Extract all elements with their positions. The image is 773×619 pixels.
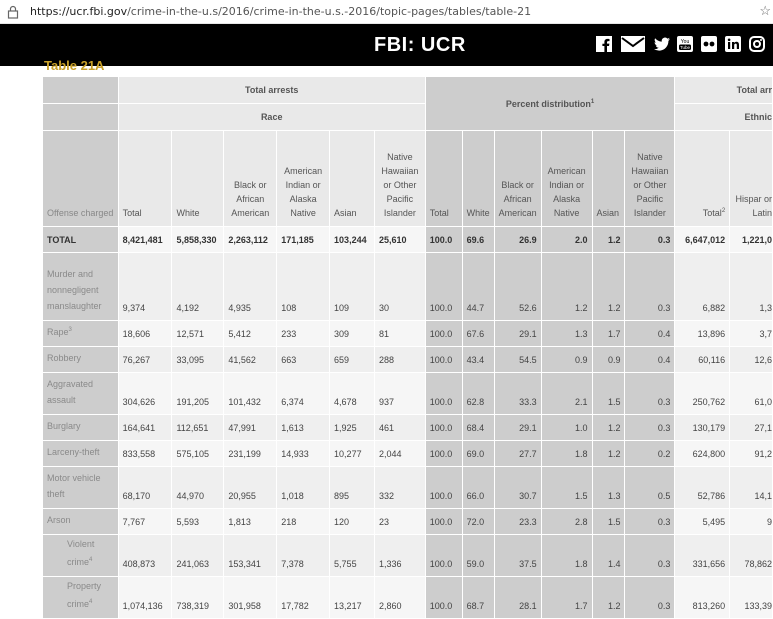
table-cell: 100.0 bbox=[425, 535, 462, 577]
table-cell: 12,6 bbox=[730, 347, 773, 373]
table-cell: 44.7 bbox=[462, 253, 494, 321]
table-cell: 59.0 bbox=[462, 535, 494, 577]
table-cell: 0.3 bbox=[625, 253, 675, 321]
table-cell: 133,39 bbox=[730, 577, 773, 619]
table-cell: 9,374 bbox=[118, 253, 172, 321]
row-label bbox=[43, 415, 119, 441]
table-cell: 0.9 bbox=[541, 347, 592, 373]
table-cell: 1,018 bbox=[277, 467, 330, 509]
table-cell: 3,7 bbox=[730, 321, 773, 347]
table-cell: 2.8 bbox=[541, 509, 592, 535]
bookmark-star-icon[interactable]: ☆ bbox=[759, 3, 771, 18]
table-cell: 0.3 bbox=[625, 373, 675, 415]
table-cell: 0.9 bbox=[592, 347, 625, 373]
table-cell: 1.3 bbox=[541, 321, 592, 347]
table-cell: 100.0 bbox=[425, 415, 462, 441]
table-cell: 218 bbox=[277, 509, 330, 535]
table-cell: 5,495 bbox=[675, 509, 730, 535]
table-row bbox=[43, 577, 773, 619]
table-cell: 663 bbox=[277, 347, 330, 373]
table-cell: 26.9 bbox=[494, 227, 541, 253]
col-pct-american-indian: American Indian or Alaska Native bbox=[541, 131, 592, 227]
svg-text:Tube: Tube bbox=[679, 44, 691, 50]
row-label bbox=[43, 253, 119, 321]
table-cell: 78,862 bbox=[730, 535, 773, 577]
table-cell: 18,606 bbox=[118, 321, 172, 347]
table-cell: 20,955 bbox=[224, 467, 277, 509]
table-cell: 120 bbox=[330, 509, 375, 535]
table-cell: 6,882 bbox=[675, 253, 730, 321]
table-cell: 164,641 bbox=[118, 415, 172, 441]
url-text[interactable] bbox=[30, 5, 531, 18]
table-cell: 1.5 bbox=[592, 373, 625, 415]
header-blank-cell bbox=[43, 77, 119, 104]
row-label-text: Rape bbox=[47, 327, 69, 337]
table-cell: 5,412 bbox=[224, 321, 277, 347]
col-white: White bbox=[172, 131, 224, 227]
table-cell: 112,651 bbox=[172, 415, 224, 441]
table-cell: 41,562 bbox=[224, 347, 277, 373]
table-cell: 10,277 bbox=[330, 441, 375, 467]
table-cell: 2.1 bbox=[541, 373, 592, 415]
table-row bbox=[43, 321, 773, 347]
table-cell: 13,217 bbox=[330, 577, 375, 619]
table-cell: 28.1 bbox=[494, 577, 541, 619]
row-label bbox=[43, 509, 119, 535]
table-cell: 100.0 bbox=[425, 467, 462, 509]
table-cell: 4,192 bbox=[172, 253, 224, 321]
header-row-3 bbox=[43, 131, 773, 227]
row-label bbox=[43, 321, 119, 347]
table-cell: 191,205 bbox=[172, 373, 224, 415]
col-total: Total bbox=[118, 131, 172, 227]
header-row-1 bbox=[43, 77, 773, 104]
table-cell: 1.2 bbox=[592, 253, 625, 321]
table-cell: 1.8 bbox=[541, 441, 592, 467]
table-cell: 250,762 bbox=[675, 373, 730, 415]
header-race: Race bbox=[118, 104, 425, 131]
row-footnote[interactable]: 4 bbox=[89, 557, 93, 563]
table-cell: 5,593 bbox=[172, 509, 224, 535]
table-cell: 0.2 bbox=[625, 441, 675, 467]
site-logo[interactable]: FBI: UCR bbox=[374, 34, 466, 56]
col-american-indian: American Indian or Alaska Native bbox=[277, 131, 330, 227]
row-label bbox=[43, 467, 119, 509]
row-label bbox=[43, 441, 119, 467]
table-cell: 52.6 bbox=[494, 253, 541, 321]
col-hispanic: Hispar or Latin bbox=[730, 131, 773, 227]
table-row bbox=[43, 373, 773, 415]
table-cell: 61,0 bbox=[730, 373, 773, 415]
table-cell: 1.5 bbox=[592, 509, 625, 535]
table-cell: 4,935 bbox=[224, 253, 277, 321]
table-cell: 1.7 bbox=[592, 321, 625, 347]
svg-text:You: You bbox=[680, 39, 690, 45]
table-cell: 301,958 bbox=[224, 577, 277, 619]
table-cell: 47,991 bbox=[224, 415, 277, 441]
table-cell: 68.4 bbox=[462, 415, 494, 441]
table-cell: 309 bbox=[330, 321, 375, 347]
table-cell: 100.0 bbox=[425, 509, 462, 535]
col-asian: Asian bbox=[330, 131, 375, 227]
row-label-text: Murder and nonnegligent manslaughter bbox=[47, 269, 102, 311]
table-cell: 14,1 bbox=[730, 467, 773, 509]
table-row bbox=[43, 253, 773, 321]
col-ethnicity-total-label: Total bbox=[702, 208, 722, 218]
row-label bbox=[43, 347, 119, 373]
table-cell: 33,095 bbox=[172, 347, 224, 373]
row-label-text: TOTAL bbox=[47, 234, 77, 245]
table-cell: 72.0 bbox=[462, 509, 494, 535]
table-cell: 5,858,330 bbox=[172, 227, 224, 253]
table-row-total bbox=[43, 227, 773, 253]
table-cell: 103,244 bbox=[330, 227, 375, 253]
table-cell: 2,044 bbox=[374, 441, 425, 467]
table-cell: 1,613 bbox=[277, 415, 330, 441]
table-cell: 738,319 bbox=[172, 577, 224, 619]
table-cell: 937 bbox=[374, 373, 425, 415]
table-cell: 288 bbox=[374, 347, 425, 373]
table-cell: 0.3 bbox=[625, 415, 675, 441]
table-row bbox=[43, 535, 773, 577]
table-cell: 66.0 bbox=[462, 467, 494, 509]
table-cell: 0.5 bbox=[625, 467, 675, 509]
table-cell: 332 bbox=[374, 467, 425, 509]
table-cell: 1.0 bbox=[541, 415, 592, 441]
col-ethnicity-total bbox=[675, 131, 730, 227]
table-row bbox=[43, 509, 773, 535]
table-cell: 1.8 bbox=[541, 535, 592, 577]
table-cell: 0.3 bbox=[625, 577, 675, 619]
table-cell: 100.0 bbox=[425, 373, 462, 415]
header-percent-distribution-label: Percent distribution bbox=[505, 98, 591, 109]
header-total-arrests-right: Total arr bbox=[675, 77, 773, 104]
table-cell: 461 bbox=[374, 415, 425, 441]
table-cell: 1.4 bbox=[592, 535, 625, 577]
row-label-text: Violent crime bbox=[67, 539, 95, 567]
table-cell: 2.0 bbox=[541, 227, 592, 253]
table-row bbox=[43, 467, 773, 509]
table-cell: 91,2 bbox=[730, 441, 773, 467]
table-cell: 109 bbox=[330, 253, 375, 321]
table-cell: 1,221,0 bbox=[730, 227, 773, 253]
table-cell: 1.2 bbox=[541, 253, 592, 321]
table-cell: 1.2 bbox=[592, 577, 625, 619]
table-cell: 14,933 bbox=[277, 441, 330, 467]
instagram-icon[interactable] bbox=[749, 36, 765, 54]
col-pct-white: White bbox=[462, 131, 494, 227]
twitter-icon[interactable] bbox=[654, 36, 670, 54]
table-cell: 304,626 bbox=[118, 373, 172, 415]
table-cell: 1,074,136 bbox=[118, 577, 172, 619]
table-cell: 408,873 bbox=[118, 535, 172, 577]
table-cell: 233 bbox=[277, 321, 330, 347]
table-row bbox=[43, 347, 773, 373]
table-cell: 23 bbox=[374, 509, 425, 535]
arrests-by-race-table bbox=[42, 76, 773, 619]
table-cell: 895 bbox=[330, 467, 375, 509]
row-label bbox=[43, 373, 119, 415]
table-cell: 1,3 bbox=[730, 253, 773, 321]
row-label-text: Robbery bbox=[47, 353, 82, 363]
col-pct-asian: Asian bbox=[592, 131, 625, 227]
table-cell: 29.1 bbox=[494, 415, 541, 441]
col-black: Black or African American bbox=[224, 131, 277, 227]
table-cell: 1.3 bbox=[592, 467, 625, 509]
table-cell: 8,421,481 bbox=[118, 227, 172, 253]
table-cell: 7,378 bbox=[277, 535, 330, 577]
table-cell: 7,767 bbox=[118, 509, 172, 535]
col-offense-charged: Offense charged bbox=[43, 131, 119, 227]
linkedin-icon[interactable] bbox=[725, 36, 741, 54]
table-cell: 33.3 bbox=[494, 373, 541, 415]
table-cell: 833,558 bbox=[118, 441, 172, 467]
table-cell: 241,063 bbox=[172, 535, 224, 577]
facebook-icon[interactable] bbox=[596, 36, 612, 54]
table-cell: 62.8 bbox=[462, 373, 494, 415]
table-cell: 0.4 bbox=[625, 347, 675, 373]
table-cell: 37.5 bbox=[494, 535, 541, 577]
row-label bbox=[43, 227, 119, 253]
table-cell: 27,1 bbox=[730, 415, 773, 441]
table-cell: 6,374 bbox=[277, 373, 330, 415]
table-cell: 76,267 bbox=[118, 347, 172, 373]
table-cell: 69.0 bbox=[462, 441, 494, 467]
table-cell: 1,336 bbox=[374, 535, 425, 577]
table-cell: 624,800 bbox=[675, 441, 730, 467]
table-cell: 52,786 bbox=[675, 467, 730, 509]
header-percent-distribution bbox=[425, 77, 675, 131]
row-label-text: Burglary bbox=[47, 421, 81, 431]
header-ethnicity: Ethnic bbox=[675, 104, 773, 131]
youtube-icon[interactable] bbox=[677, 36, 693, 54]
flickr-icon[interactable] bbox=[701, 36, 717, 54]
table-cell: 5,755 bbox=[330, 535, 375, 577]
table-cell: 9 bbox=[730, 509, 773, 535]
url-path: /crime-in-the-u.s/2016/crime-in-the-u.s.-2016/topic-pages/tables/table-21 bbox=[127, 5, 532, 18]
table-row bbox=[43, 415, 773, 441]
table-cell: 231,199 bbox=[224, 441, 277, 467]
header-total-arrests: Total arrests bbox=[118, 77, 425, 104]
table-cell: 101,432 bbox=[224, 373, 277, 415]
row-label-text: Motor vehicle theft bbox=[47, 473, 101, 499]
row-footnote[interactable]: 3 bbox=[68, 327, 72, 333]
table-cell: 1.2 bbox=[592, 441, 625, 467]
row-label-text: Property crime bbox=[67, 581, 102, 609]
footnote-1[interactable]: 1 bbox=[590, 98, 595, 105]
table-cell: 43.4 bbox=[462, 347, 494, 373]
table-cell: 68,170 bbox=[118, 467, 172, 509]
email-icon[interactable] bbox=[621, 36, 645, 54]
table-cell: 100.0 bbox=[425, 577, 462, 619]
table-cell: 1,925 bbox=[330, 415, 375, 441]
table-cell: 0.3 bbox=[625, 227, 675, 253]
arrests-table-container[interactable] bbox=[42, 76, 773, 611]
table-cell: 100.0 bbox=[425, 227, 462, 253]
header-blank-cell bbox=[43, 104, 119, 131]
table-cell: 2,263,112 bbox=[224, 227, 277, 253]
row-label bbox=[43, 577, 119, 619]
row-label-text: Arson bbox=[47, 515, 71, 525]
table-cell: 0.4 bbox=[625, 321, 675, 347]
table-cell: 171,185 bbox=[277, 227, 330, 253]
col-native-hawaiian: Native Hawaiian or Other Pacific Islander bbox=[374, 131, 425, 227]
table-cell: 659 bbox=[330, 347, 375, 373]
table-cell: 100.0 bbox=[425, 347, 462, 373]
row-footnote[interactable]: 4 bbox=[89, 599, 93, 605]
table-cell: 67.6 bbox=[462, 321, 494, 347]
table-cell: 1.7 bbox=[541, 577, 592, 619]
row-label bbox=[43, 535, 119, 577]
table-cell: 44,970 bbox=[172, 467, 224, 509]
col-pct-total: Total bbox=[425, 131, 462, 227]
table-cell: 331,656 bbox=[675, 535, 730, 577]
url-host: https://ucr.fbi.gov bbox=[30, 5, 128, 18]
col-pct-native-hawaiian: Native Hawaiian or Other Pacific Islander bbox=[625, 131, 675, 227]
table-cell: 0.3 bbox=[625, 509, 675, 535]
table-cell: 1.2 bbox=[592, 227, 625, 253]
table-title: Table 21A bbox=[44, 58, 105, 73]
col-pct-black: Black or African American bbox=[494, 131, 541, 227]
table-body bbox=[43, 227, 773, 619]
table-cell: 81 bbox=[374, 321, 425, 347]
site-header bbox=[0, 24, 773, 66]
table-cell: 6,647,012 bbox=[675, 227, 730, 253]
lock-icon bbox=[7, 5, 19, 19]
table-cell: 13,896 bbox=[675, 321, 730, 347]
row-label-text: Larceny-theft bbox=[47, 447, 100, 457]
table-cell: 30.7 bbox=[494, 467, 541, 509]
table-cell: 29.1 bbox=[494, 321, 541, 347]
table-cell: 1.5 bbox=[541, 467, 592, 509]
row-label-text: Aggravated assault bbox=[47, 379, 94, 405]
table-cell: 69.6 bbox=[462, 227, 494, 253]
table-cell: 23.3 bbox=[494, 509, 541, 535]
table-cell: 130,179 bbox=[675, 415, 730, 441]
table-cell: 30 bbox=[374, 253, 425, 321]
table-cell: 100.0 bbox=[425, 441, 462, 467]
table-row bbox=[43, 441, 773, 467]
table-cell: 813,260 bbox=[675, 577, 730, 619]
table-cell: 575,105 bbox=[172, 441, 224, 467]
table-cell: 100.0 bbox=[425, 321, 462, 347]
footnote-2[interactable]: 2 bbox=[721, 208, 726, 214]
table-cell: 1.2 bbox=[592, 415, 625, 441]
table-cell: 27.7 bbox=[494, 441, 541, 467]
table-cell: 2,860 bbox=[374, 577, 425, 619]
table-cell: 153,341 bbox=[224, 535, 277, 577]
table-cell: 0.3 bbox=[625, 535, 675, 577]
table-cell: 12,571 bbox=[172, 321, 224, 347]
table-cell: 1,813 bbox=[224, 509, 277, 535]
table-cell: 68.7 bbox=[462, 577, 494, 619]
browser-url-bar[interactable] bbox=[0, 0, 773, 24]
table-cell: 17,782 bbox=[277, 577, 330, 619]
table-cell: 60,116 bbox=[675, 347, 730, 373]
table-cell: 54.5 bbox=[494, 347, 541, 373]
table-cell: 4,678 bbox=[330, 373, 375, 415]
table-cell: 25,610 bbox=[374, 227, 425, 253]
table-cell: 100.0 bbox=[425, 253, 462, 321]
table-cell: 108 bbox=[277, 253, 330, 321]
